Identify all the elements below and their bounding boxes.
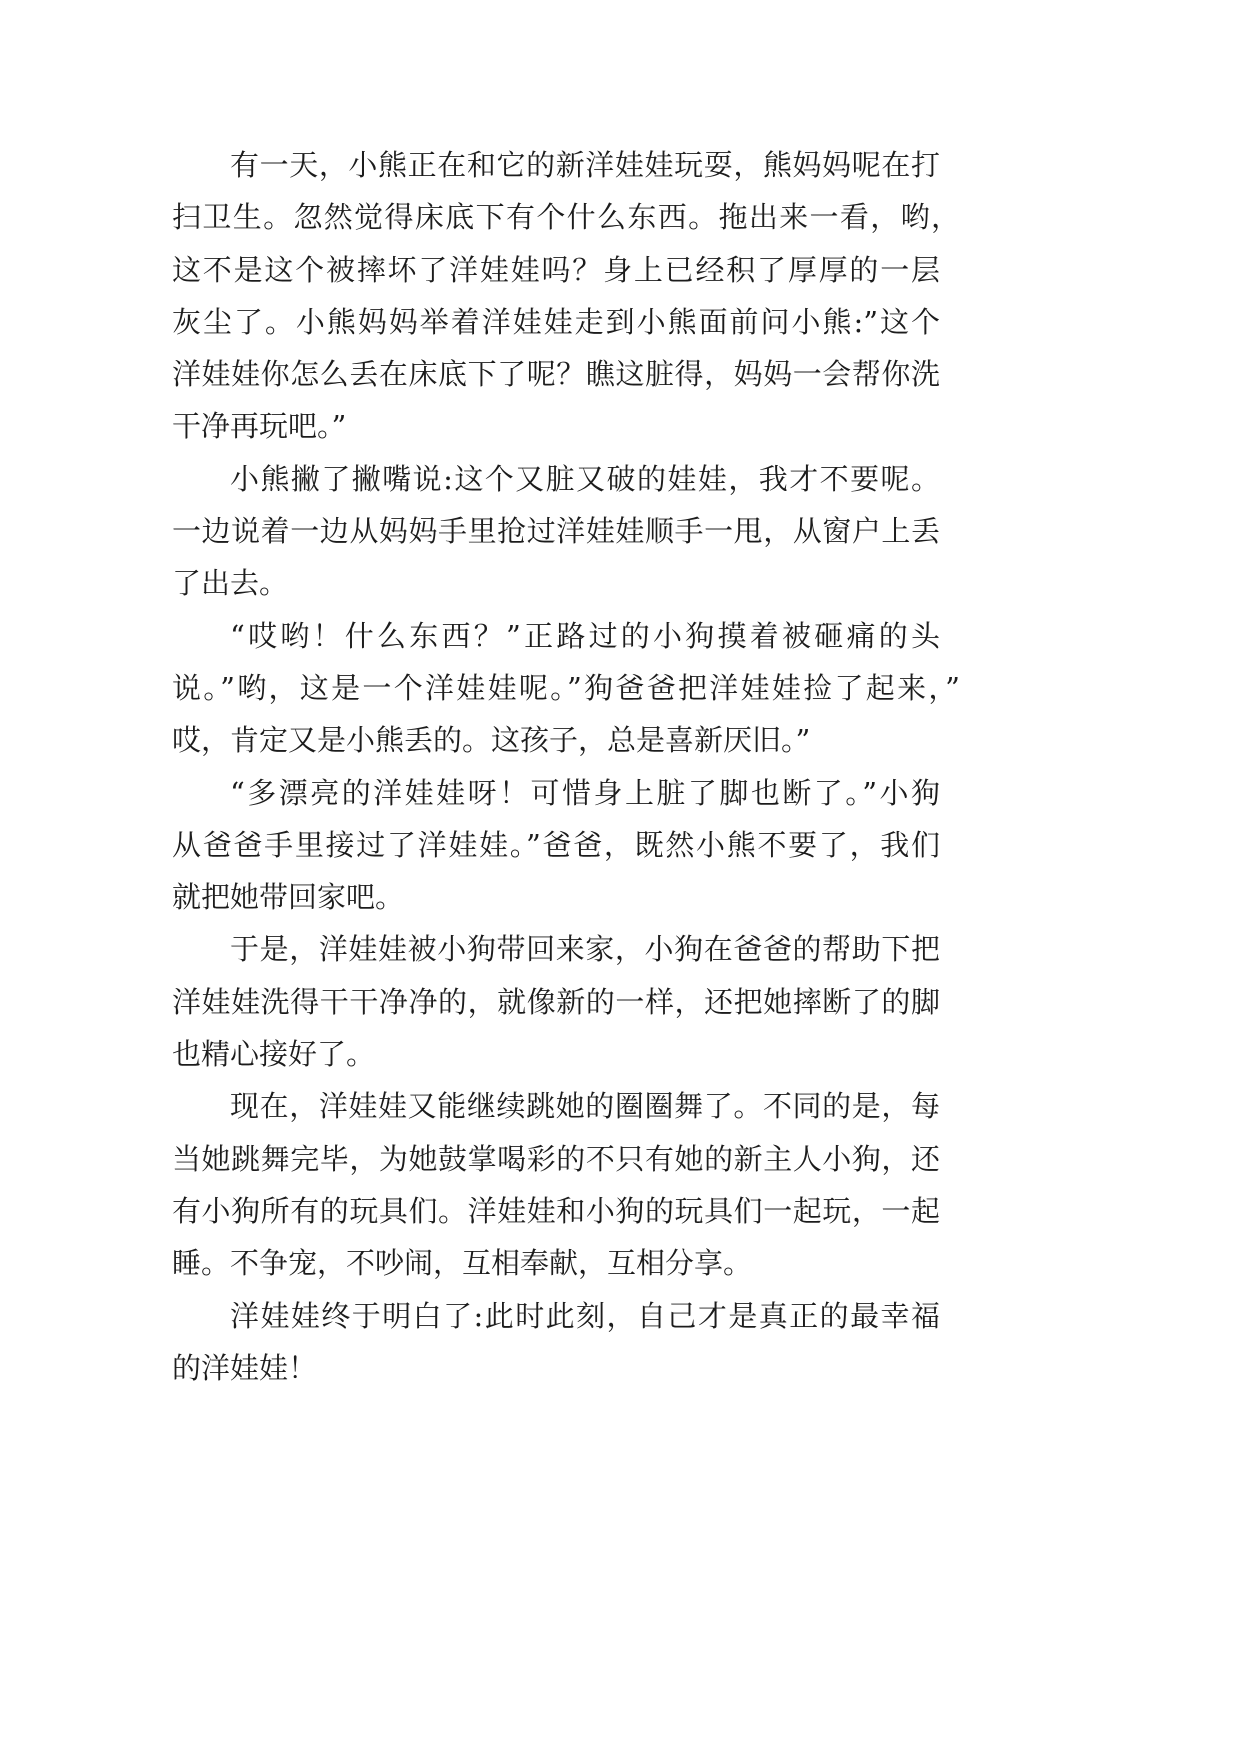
paragraph (172, 923, 972, 1080)
paragraph (172, 610, 972, 767)
text-line: 从爸爸手里接过了洋娃娃。”爸爸，既然小熊不要了，我们 (172, 827, 940, 862)
text-line: 于是，洋娃娃被小狗带回来家，小狗在爸爸的帮助下把 (230, 932, 940, 967)
paragraph (172, 139, 972, 453)
text-line: 一边说着一边从妈妈手里抢过洋娃娃顺手一甩，从窗户上丢 (172, 514, 940, 549)
paragraph (172, 1080, 972, 1289)
text-line: 有一天，小熊正在和它的新洋娃娃玩耍，熊妈妈呢在打 (230, 148, 940, 182)
text-line: 洋娃娃你怎么丢在床底下了呢？瞧这脏得，妈妈一会帮你洗 (172, 357, 940, 392)
text-line: “哎哟！什么东西？”正路过的小狗摸着被砸痛的头 (230, 618, 940, 653)
text-line: 哎，肯定又是小熊丢的。这孩子，总是喜新厌旧。” (172, 723, 811, 758)
text-line: 的洋娃娃！ (172, 1350, 318, 1385)
text-line: “多漂亮的洋娃娃呀！可惜身上脏了脚也断了。”小狗 (230, 775, 940, 810)
text-line: 小熊撇了撇嘴说:这个又脏又破的娃娃，我才不要呢。 (230, 461, 940, 496)
text-line: 扫卫生。忽然觉得床底下有个什么东西。拖出来一看，哟， (172, 200, 960, 235)
text-line: 灰尘了。小熊妈妈举着洋娃娃走到小熊面前问小熊:”这个 (172, 304, 940, 339)
paragraph (172, 1290, 972, 1395)
document-body (172, 139, 972, 1394)
text-line: 也精心接好了。 (172, 1037, 376, 1072)
text-line: 干净再玩吧。” (172, 409, 347, 444)
paragraph (172, 453, 972, 610)
text-line: 这不是这个被摔坏了洋娃娃吗？身上已经积了厚厚的一层 (172, 252, 940, 287)
text-line: 当她跳舞完毕，为她鼓掌喝彩的不只有她的新主人小狗，还 (172, 1141, 940, 1176)
text-line: 就把她带回家吧。 (172, 880, 405, 915)
text-line: 有小狗所有的玩具们。洋娃娃和小狗的玩具们一起玩，一起 (172, 1193, 940, 1228)
text-line: 现在，洋娃娃又能继续跳她的圈圈舞了。不同的是，每 (230, 1089, 940, 1124)
paragraph (172, 767, 972, 924)
text-line: 洋娃娃终于明白了:此时此刻，自己才是真正的最幸福 (230, 1298, 940, 1333)
text-line: 洋娃娃洗得干干净净的，就像新的一样，还把她摔断了的脚 (172, 984, 940, 1019)
text-line: 了出去。 (172, 566, 289, 601)
text-line: 说。”哟，这是一个洋娃娃呢。”狗爸爸把洋娃娃捡了起来，” (172, 670, 960, 705)
text-line: 睡。不争宠，不吵闹，互相奉献，互相分享。 (172, 1246, 753, 1281)
